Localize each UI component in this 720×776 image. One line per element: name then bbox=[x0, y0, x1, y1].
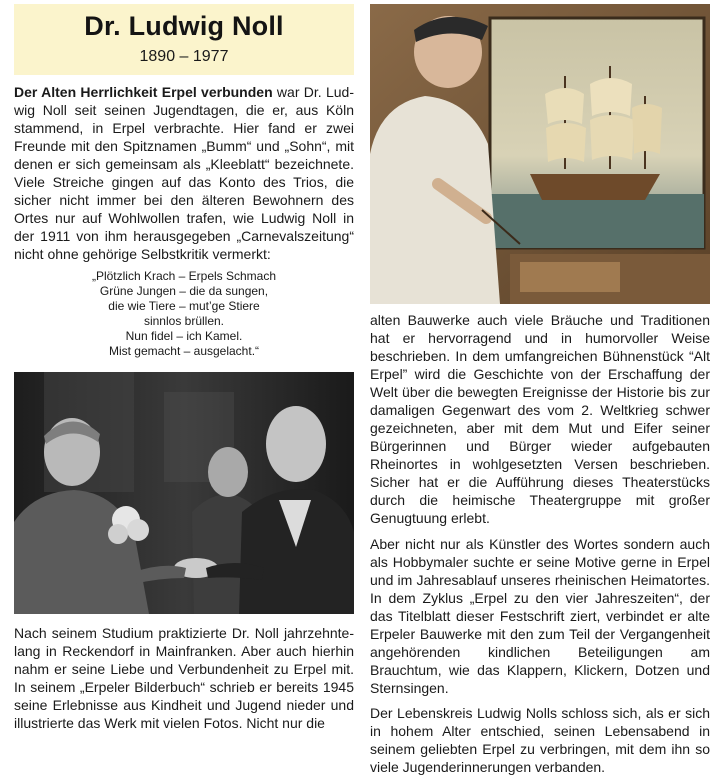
intro-lead: Der Alten Herrlichkeit Erpel verbunden bbox=[14, 84, 273, 100]
handshake-photo-illustration bbox=[14, 372, 354, 614]
hobby-paragraph: Aber nicht nur als Künstler des Wortes sondern auch als Hobbymaler suchte er seine Motive gerne in Erpel und im Jahresablauf unseres rheinischen Heimatortes. In dem Zyklus „Erpel zu den vier Jahreszeiten“, der das Titelblatt dieser Festschrift ziert, verbindet er alte Erpeler Bauwerke mit den zum Teil der Vergangenheit angehörenden kindlichen Beteiligungen am Brauchtum, wie das Klappern, Klickern, Dotzen und Sternsingen. bbox=[370, 536, 710, 696]
painter-photo bbox=[370, 4, 710, 304]
poem-line: Mist gemacht – ausgelacht.“ bbox=[108, 344, 260, 358]
intro-paragraph bbox=[14, 83, 354, 263]
left-column bbox=[14, 4, 354, 732]
life-years: 1890 – 1977 bbox=[139, 48, 229, 65]
continuation-paragraph: alten Bauwerke auch viele Bräuche und Traditionen hat er hervorragend und in humorvoller Weise beschrieben. In dem umfangreichen Bühnenstück “Alt Erpel” wird die Geschichte von der Erschaffung der Welt über die bewegten Ereignisse der Historie bis zur damaligen Gegenwart des vom 2. Weltkrieg schwer gezeichneten, aber mit dem Mut und Eifer seiner Bürgerinnen und Bürger wieder aufgebauten Rheinortes in wohlgesetzten Versen beschrieben. Sicher hat er die Aufführung dieses Theaterstücks durch die heimische Theatergruppe mit großer Genugtuung erlebt. bbox=[370, 312, 710, 526]
lebenskreis-paragraph: Der Lebenskreis Ludwig Nolls schloss sich, als er sich in hohem Alter entschied, seinen Lebensabend in seinem geliebten Erpel zu verbringen, mit dem ihn so viele Jugenderinnerungen verbanden. bbox=[370, 705, 710, 775]
poem-line: Nun fidel – ich Kamel. bbox=[125, 329, 243, 343]
carnival-poem bbox=[14, 269, 354, 359]
painter-photo-illustration bbox=[370, 4, 710, 304]
title-box bbox=[14, 4, 354, 75]
poem-line: sinnlos brüllen. bbox=[143, 314, 225, 328]
intro-text: war Dr. Ludwig Noll seit seinen Jugendtagen, die er, aus Köln stammend, in Erpel verbrachte. Hier fand er zwei Freunde mit den Spitznamen „Bumm“ und „Sohn“, mit denen er sich gemeinsam als „Kleeblatt“ bezeichnete. Viele Streiche gingen auf das Konto des Trios, die sicher nicht immer bei den älteren Bewohnern des Ortes nur auf Wohlwollen trafen, wie Ludwig Noll in der 1911 von ihm herausgegeben „Carnevalszeitung“ nicht ohne gehörige Selbstkritik vermerkt: bbox=[14, 84, 354, 262]
right-column bbox=[370, 4, 710, 776]
studium-paragraph: Nach seinem Studium praktizierte Dr. Noll jahrzehntelang in Reckendorf in Mainfranken. Aber auch hierhin nahm er seine Liebe und Verbundenheit zu Erpel mit. In seinem „Erpeler Bilderbuch“ schrieb er bereits 1945 seine Erlebnisse aus Kindheit und Jugend nieder und illustrierte das Werk mit vielen Fotos. Nicht nur die bbox=[14, 625, 354, 731]
poem-line: Grüne Jungen – die da sungen, bbox=[99, 284, 269, 298]
page-title: Dr. Ludwig Noll bbox=[84, 11, 284, 41]
poem-line: die wie Tiere – mut’ge Stiere bbox=[108, 299, 260, 313]
group-handshake-photo bbox=[14, 372, 354, 614]
poem-line: „Plötzlich Krach – Erpels Schmach bbox=[91, 269, 277, 283]
